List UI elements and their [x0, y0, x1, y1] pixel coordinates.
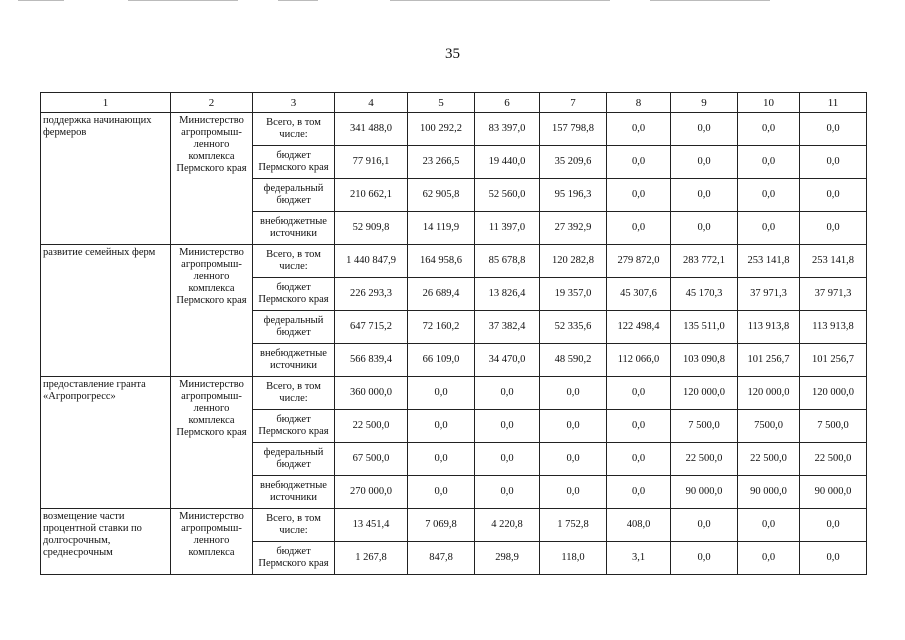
amount-cell: 0,0 [800, 113, 867, 146]
amount-cell: 408,0 [607, 509, 671, 542]
amount-cell: 120 000,0 [800, 377, 867, 410]
page-number: 35 [445, 46, 460, 62]
amount-cell: 157 798,8 [540, 113, 607, 146]
amount-cell: 118,0 [540, 542, 607, 575]
amount-cell: 0,0 [671, 146, 738, 179]
executor-cell: Министерство агропромыш-ленного комплекса Пермского края [171, 113, 253, 245]
amount-cell: 90 000,0 [800, 476, 867, 509]
amount-cell: 0,0 [408, 410, 475, 443]
amount-cell: 210 662,1 [335, 179, 408, 212]
amount-cell: 0,0 [738, 113, 800, 146]
amount-cell: 90 000,0 [738, 476, 800, 509]
amount-cell: 270 000,0 [335, 476, 408, 509]
amount-cell: 120 000,0 [671, 377, 738, 410]
amount-cell: 298,9 [475, 542, 540, 575]
amount-cell: 11 397,0 [475, 212, 540, 245]
amount-cell: 0,0 [671, 179, 738, 212]
amount-cell: 0,0 [540, 443, 607, 476]
amount-cell: 34 470,0 [475, 344, 540, 377]
column-number: 11 [800, 93, 867, 113]
funding-source-cell: федеральный бюджет [253, 179, 335, 212]
amount-cell: 0,0 [408, 377, 475, 410]
amount-cell: 83 397,0 [475, 113, 540, 146]
amount-cell: 253 141,8 [738, 245, 800, 278]
amount-cell: 0,0 [800, 146, 867, 179]
amount-cell: 22 500,0 [738, 443, 800, 476]
amount-cell: 103 090,8 [671, 344, 738, 377]
amount-cell: 4 220,8 [475, 509, 540, 542]
amount-cell: 0,0 [800, 212, 867, 245]
direction-cell: возмещение части процентной ставки по долгосрочным, среднесрочным [41, 509, 171, 575]
amount-cell: 112 066,0 [607, 344, 671, 377]
amount-cell: 566 839,4 [335, 344, 408, 377]
amount-cell: 164 958,6 [408, 245, 475, 278]
column-number-row [41, 93, 867, 113]
column-number: 8 [607, 93, 671, 113]
amount-cell: 113 913,8 [800, 311, 867, 344]
direction-cell: поддержка начинающих фермеров [41, 113, 171, 245]
column-number: 7 [540, 93, 607, 113]
amount-cell: 0,0 [607, 179, 671, 212]
amount-cell: 7 069,8 [408, 509, 475, 542]
column-number: 6 [475, 93, 540, 113]
amount-cell: 0,0 [607, 212, 671, 245]
amount-cell: 0,0 [475, 410, 540, 443]
funding-source-cell: Всего, в том числе: [253, 113, 335, 146]
amount-cell: 7 500,0 [671, 410, 738, 443]
funding-source-cell: федеральный бюджет [253, 311, 335, 344]
amount-cell: 360 000,0 [335, 377, 408, 410]
funding-source-cell: бюджет Пермского края [253, 410, 335, 443]
amount-cell: 120 282,8 [540, 245, 607, 278]
amount-cell: 0,0 [671, 509, 738, 542]
amount-cell: 847,8 [408, 542, 475, 575]
amount-cell: 0,0 [671, 113, 738, 146]
amount-cell: 101 256,7 [800, 344, 867, 377]
amount-cell: 1 440 847,9 [335, 245, 408, 278]
funding-source-cell: внебюджетные источники [253, 476, 335, 509]
amount-cell: 72 160,2 [408, 311, 475, 344]
funding-source-cell: бюджет Пермского края [253, 278, 335, 311]
amount-cell: 0,0 [607, 146, 671, 179]
amount-cell: 37 971,3 [800, 278, 867, 311]
amount-cell: 279 872,0 [607, 245, 671, 278]
amount-cell: 0,0 [738, 542, 800, 575]
amount-cell: 77 916,1 [335, 146, 408, 179]
amount-cell: 26 689,4 [408, 278, 475, 311]
column-number: 9 [671, 93, 738, 113]
amount-cell: 0,0 [738, 509, 800, 542]
amount-cell: 90 000,0 [671, 476, 738, 509]
amount-cell: 0,0 [607, 443, 671, 476]
amount-cell: 37 382,4 [475, 311, 540, 344]
amount-cell: 0,0 [540, 410, 607, 443]
direction-cell: развитие семейных ферм [41, 245, 171, 377]
table-row [41, 245, 867, 278]
amount-cell: 7500,0 [738, 410, 800, 443]
amount-cell: 19 440,0 [475, 146, 540, 179]
amount-cell: 85 678,8 [475, 245, 540, 278]
table-row [41, 113, 867, 146]
amount-cell: 0,0 [540, 476, 607, 509]
amount-cell: 13 826,4 [475, 278, 540, 311]
table-row [41, 377, 867, 410]
amount-cell: 35 209,6 [540, 146, 607, 179]
amount-cell: 113 913,8 [738, 311, 800, 344]
amount-cell: 22 500,0 [800, 443, 867, 476]
executor-cell: Министерство агропромыш-ленного комплекса Пермского края [171, 245, 253, 377]
amount-cell: 0,0 [607, 113, 671, 146]
funding-source-cell: бюджет Пермского края [253, 542, 335, 575]
amount-cell: 0,0 [607, 476, 671, 509]
executor-cell: Министерство агропромыш-ленного комплекса Пермского края [171, 377, 253, 509]
amount-cell: 3,1 [607, 542, 671, 575]
amount-cell: 0,0 [475, 476, 540, 509]
amount-cell: 135 511,0 [671, 311, 738, 344]
amount-cell: 66 109,0 [408, 344, 475, 377]
amount-cell: 23 266,5 [408, 146, 475, 179]
amount-cell: 0,0 [475, 377, 540, 410]
amount-cell: 0,0 [738, 179, 800, 212]
funding-source-cell: федеральный бюджет [253, 443, 335, 476]
funding-source-cell: внебюджетные источники [253, 212, 335, 245]
column-number: 10 [738, 93, 800, 113]
amount-cell: 45 170,3 [671, 278, 738, 311]
amount-cell: 341 488,0 [335, 113, 408, 146]
amount-cell: 14 119,9 [408, 212, 475, 245]
amount-cell: 22 500,0 [335, 410, 408, 443]
amount-cell: 122 498,4 [607, 311, 671, 344]
amount-cell: 13 451,4 [335, 509, 408, 542]
amount-cell: 226 293,3 [335, 278, 408, 311]
amount-cell: 120 000,0 [738, 377, 800, 410]
amount-cell: 647 715,2 [335, 311, 408, 344]
amount-cell: 0,0 [800, 542, 867, 575]
amount-cell: 0,0 [475, 443, 540, 476]
amount-cell: 95 196,3 [540, 179, 607, 212]
amount-cell: 45 307,6 [607, 278, 671, 311]
amount-cell: 101 256,7 [738, 344, 800, 377]
amount-cell: 37 971,3 [738, 278, 800, 311]
amount-cell: 0,0 [408, 443, 475, 476]
table-row [41, 509, 867, 542]
amount-cell: 22 500,0 [671, 443, 738, 476]
amount-cell: 48 590,2 [540, 344, 607, 377]
executor-cell: Министерство агропромыш-ленного комплекса [171, 509, 253, 575]
column-number: 2 [171, 93, 253, 113]
funding-source-cell: Всего, в том числе: [253, 377, 335, 410]
funding-source-cell: Всего, в том числе: [253, 509, 335, 542]
amount-cell: 0,0 [738, 212, 800, 245]
amount-cell: 0,0 [800, 179, 867, 212]
financing-table [40, 92, 867, 575]
column-number: 3 [253, 93, 335, 113]
column-number: 5 [408, 93, 475, 113]
funding-source-cell: Всего, в том числе: [253, 245, 335, 278]
direction-cell: предоставление гранта «Агропрогресс» [41, 377, 171, 509]
amount-cell: 0,0 [540, 377, 607, 410]
amount-cell: 1 752,8 [540, 509, 607, 542]
amount-cell: 67 500,0 [335, 443, 408, 476]
amount-cell: 253 141,8 [800, 245, 867, 278]
amount-cell: 0,0 [738, 146, 800, 179]
amount-cell: 0,0 [607, 377, 671, 410]
amount-cell: 27 392,9 [540, 212, 607, 245]
amount-cell: 19 357,0 [540, 278, 607, 311]
funding-source-cell: внебюджетные источники [253, 344, 335, 377]
column-number: 1 [41, 93, 171, 113]
funding-source-cell: бюджет Пермского края [253, 146, 335, 179]
amount-cell: 52 909,8 [335, 212, 408, 245]
amount-cell: 0,0 [408, 476, 475, 509]
column-number: 4 [335, 93, 408, 113]
amount-cell: 62 905,8 [408, 179, 475, 212]
amount-cell: 0,0 [671, 542, 738, 575]
amount-cell: 0,0 [671, 212, 738, 245]
amount-cell: 100 292,2 [408, 113, 475, 146]
amount-cell: 52 560,0 [475, 179, 540, 212]
amount-cell: 0,0 [607, 410, 671, 443]
amount-cell: 283 772,1 [671, 245, 738, 278]
amount-cell: 0,0 [800, 509, 867, 542]
amount-cell: 52 335,6 [540, 311, 607, 344]
amount-cell: 7 500,0 [800, 410, 867, 443]
amount-cell: 1 267,8 [335, 542, 408, 575]
